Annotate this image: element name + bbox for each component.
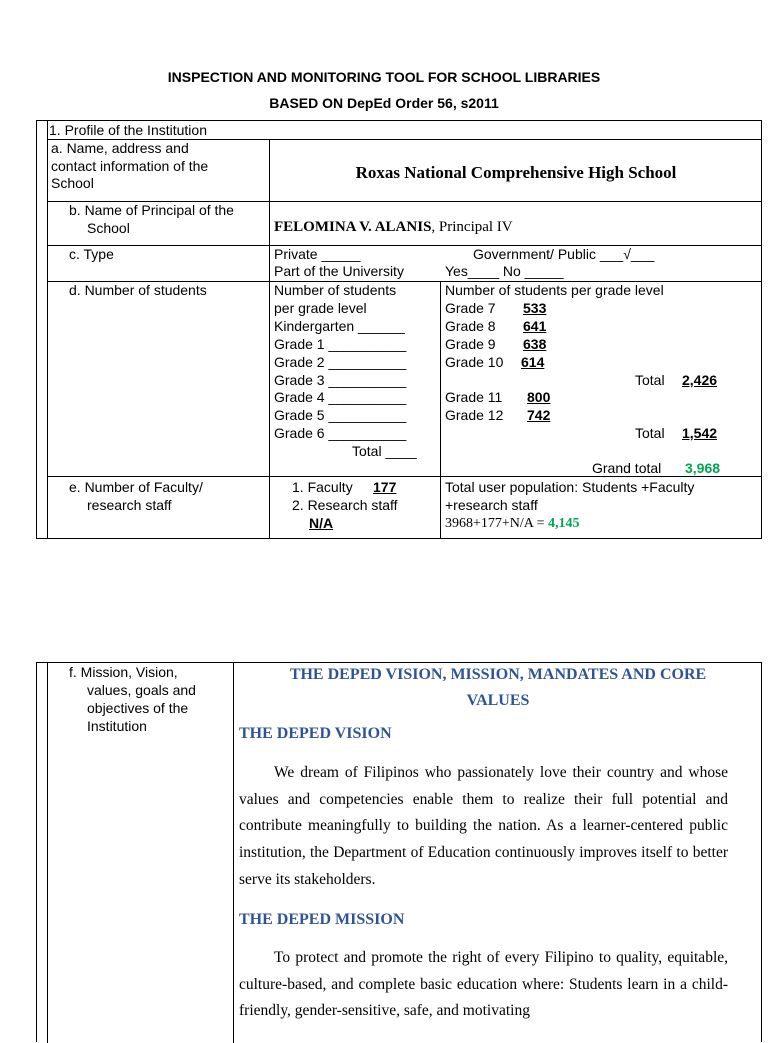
faculty-label: 1. Faculty	[292, 479, 353, 495]
label-f-line1: f. Mission, Vision,	[69, 664, 178, 680]
left-col-header-line2: per grade level	[274, 300, 367, 316]
principal-title: , Principal IV	[431, 219, 513, 235]
label-e-line2: research staff	[87, 497, 172, 513]
deped-heading-line1: THE DEPED VISION, MISSION, MANDATES AND CORE	[289, 666, 707, 683]
faculty-value: 177	[373, 479, 397, 495]
label-d: d. Number of students	[69, 282, 207, 298]
type-private: Private _____	[274, 246, 361, 262]
document-subtitle: BASED ON DepEd Order 56, s2011	[269, 95, 499, 111]
label-b-line1: b. Name of Principal of the	[69, 202, 234, 218]
grade-count: 800	[527, 389, 551, 405]
label-a-line1: a. Name, address and	[51, 140, 189, 156]
research-label: 2. Research staff	[292, 497, 398, 513]
type-yes-no: Yes____ No _____	[445, 263, 564, 279]
research-value: N/A	[309, 515, 334, 531]
left-col-header-line1: Number of students	[274, 282, 397, 298]
mission-vision-table	[36, 662, 762, 1042]
grade-label: Grade 7	[445, 300, 496, 316]
grade-label: Grade 12	[445, 407, 504, 423]
left-col-row: Grade 1 __________	[274, 336, 407, 352]
label-b-line2: School	[87, 220, 130, 236]
formula-result: 4,145	[548, 516, 580, 531]
label-a-line3: School	[51, 175, 94, 191]
mission-heading: THE DEPED MISSION	[239, 911, 405, 928]
profile-table	[36, 120, 762, 539]
left-col-row: Grade 6 __________	[274, 425, 407, 441]
mission-text: To protect and promote the right of every Filipino to quality, equitable, culture-based, and complete basic education where: Students learn in a child-friendly, gender-sensitive, safe, and motivating	[239, 949, 728, 1020]
label-c: c. Type	[69, 246, 114, 262]
grade-label: Grade 11	[445, 389, 503, 405]
deped-heading-line2: VALUES	[466, 692, 530, 709]
principal-name: FELOMINA V. ALANIS	[274, 219, 432, 235]
user-population-line1: Total user population: Students +Faculty	[445, 479, 695, 495]
jhs-total-value: 2,426	[682, 372, 718, 388]
label-f-line4: Institution	[87, 718, 147, 734]
grade-count: 742	[527, 407, 551, 423]
type-government: Government/ Public ___√___	[473, 246, 655, 262]
shs-total-value: 1,542	[682, 425, 718, 441]
formula-expression: 3968+177+N/A =	[445, 516, 549, 531]
label-a-line2: contact information of the	[51, 158, 209, 174]
jhs-total-label: Total	[635, 372, 665, 388]
grade-count: 638	[523, 336, 547, 352]
grand-total-label: Grand total	[592, 460, 662, 476]
type-part-of-university: Part of the University	[274, 263, 404, 279]
vision-text: We dream of Filipinos who passionately love their country and whose values and competencies enable them to realize their full potential and contribute meaningfully to building the nation. As a learner-centered public institution, the Department of Education continuously improves itself to better serve its stakeholders.	[239, 764, 728, 888]
grade-count: 533	[523, 300, 547, 316]
grade-label: Grade 9	[445, 336, 496, 352]
grand-total-value: 3,968	[685, 460, 721, 476]
shs-total-label: Total	[635, 425, 665, 441]
user-population-line2: +research staff	[445, 497, 538, 513]
grade-label: Grade 8	[445, 318, 496, 334]
left-col-row: Grade 5 __________	[274, 407, 407, 423]
left-col-row: Grade 3 __________	[274, 372, 407, 388]
user-population-formula	[445, 515, 580, 532]
label-f-line2: values, goals and	[87, 682, 196, 698]
left-col-row: Kindergarten ______	[274, 318, 405, 334]
principal-value	[274, 219, 513, 236]
label-f-line3: objectives of the	[87, 700, 189, 716]
left-col-total: Total ____	[352, 443, 417, 459]
section-label-profile: 1. Profile of the Institution	[49, 122, 207, 138]
school-name: Roxas National Comprehensive High School	[355, 163, 677, 182]
grade-label: Grade 10	[445, 354, 504, 370]
vision-heading: THE DEPED VISION	[239, 725, 392, 742]
grade-count: 641	[523, 318, 547, 334]
grade-count: 614	[521, 354, 545, 370]
label-e-line1: e. Number of Faculty/	[69, 479, 203, 495]
right-col-header: Number of students per grade level	[445, 282, 664, 298]
document-title: INSPECTION AND MONITORING TOOL FOR SCHOOL LIBRARIES	[167, 69, 601, 85]
left-col-row: Grade 4 __________	[274, 389, 407, 405]
left-col-row: Grade 2 __________	[274, 354, 407, 370]
